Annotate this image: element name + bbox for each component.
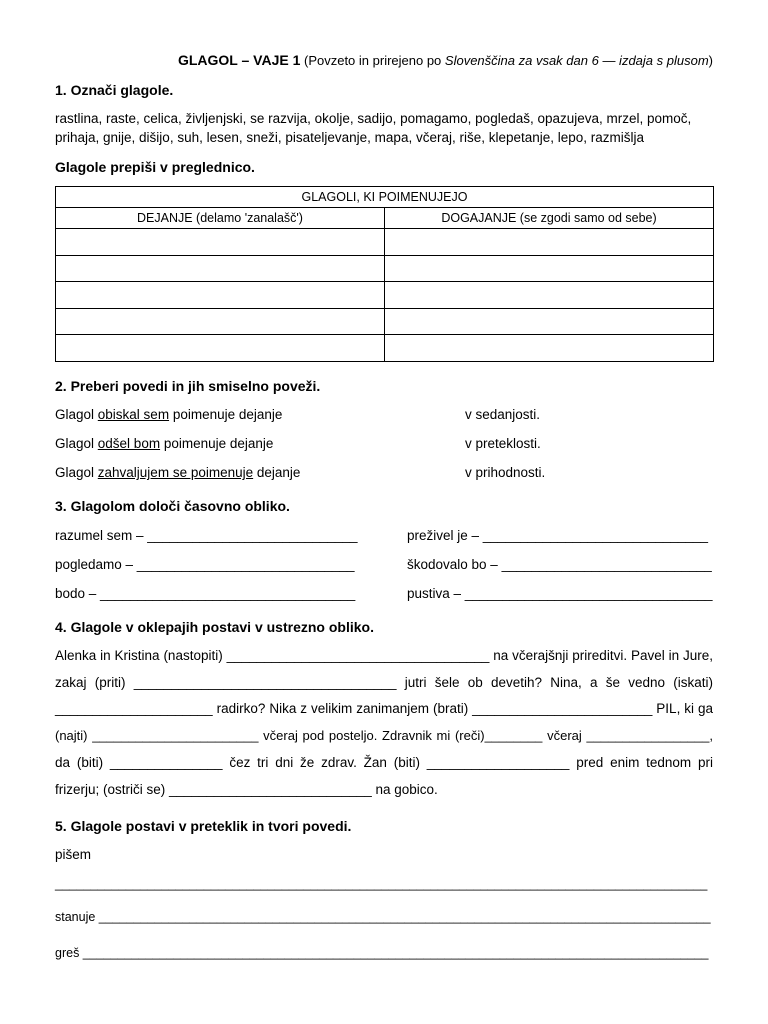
ex3-heading: 3. Glagolom določi časovno obliko. [55,498,290,514]
table-cell-dejanje[interactable] [56,255,385,282]
match-right: v preteklosti. [465,436,541,451]
title-bold: GLAGOL – VAJE 1 [177,52,301,68]
ex1-words-line-1: rastlina, raste, celica, življenjski, se razvija, okolje, sadijo, pomagamo, pogledaš, opazujeva, mrzel, pomoč, [55,111,692,126]
title-source-book: Slovenščina za vsak dan 6 — izdaja s plusom [444,53,709,68]
ex4-line: frizerju; (ostriči se) ___________________________ na gobico. [55,781,438,797]
column-header-dejanje: DEJANJE (delamo 'zanalašč') [56,208,385,229]
match-right: v sedanjosti. [465,407,541,422]
match-left [55,465,300,480]
table-row [56,282,714,309]
page-title [0,52,713,68]
verbs-table [55,186,714,362]
ex4-line: da (biti) _______________ čez tri dni že zdrav. Žan (biti) ___________________ pred enim tednom pri [55,754,713,770]
title-source-prefix: (Povzeto in prirejeno po [300,53,445,68]
match-verb: zahvaljujem se poimenuje [97,465,254,480]
title-source-suffix: ) [708,53,713,68]
tense-item-prezivel-je[interactable]: preživel je – ______________________________ [407,528,709,543]
match-verb: odšel bom [97,436,161,451]
match-verb: obiskal sem [97,407,170,422]
table-cell-dejanje[interactable] [56,308,385,335]
table-row [56,308,714,335]
ex1-table-heading: Glagole prepiši v preglednico. [55,159,255,175]
match-suffix: dejanje [253,465,301,480]
ex4-line: zakaj (priti) ___________________________________ jutri šele ob devetih? Nina, a še vedno (iskati) [55,674,713,690]
ex1-words-line-2: prihaja, gnije, dišijo, suh, lesen, sneži, pisateljevanje, mapa, včeraj, riše, klepetanje, lepo, razmišlja [55,130,645,145]
ex5-answer-line-pisem[interactable]: ____________________________________________________________________________________________ [55,876,708,891]
table-row [56,255,714,282]
table-cell-dejanje[interactable] [56,282,385,309]
ex4-paragraph[interactable] [55,643,713,803]
tense-item-razumel-sem[interactable]: razumel sem – ____________________________ [55,528,358,543]
table-cell-dogajanje[interactable] [385,335,714,362]
match-right: v prihodnosti. [465,465,546,480]
tense-item-pogledamo[interactable]: pogledamo – _____________________________ [55,557,355,572]
tense-item-bodo[interactable]: bodo – __________________________________ [55,586,356,601]
ex5-item-gres[interactable]: greš __________________________________________________________________________________________ [55,946,709,960]
ex5-heading: 5. Glagole postavi v preteklik in tvori povedi. [55,818,352,834]
table-cell-dogajanje[interactable] [385,229,714,256]
table-row [56,229,714,256]
ex4-line: (najti) _______________________ včeraj pod posteljo. Zdravnik mi (reči)________ včeraj _________________, [55,728,713,744]
ex1-heading: 1. Označi glagole. [55,82,174,98]
match-left [55,436,273,451]
ex5-item-pisem: pišem [55,847,92,862]
match-prefix: Glagol [55,436,98,451]
ex4-line: _____________________ radirko? Nika z velikim zanimanjem (brati) ________________________ PIL, ki ga [55,701,713,717]
table-cell-dogajanje[interactable] [385,282,714,309]
column-header-dogajanje: DOGAJANJE (se zgodi samo od sebe) [385,208,714,229]
table-cell-dogajanje[interactable] [385,308,714,335]
table-cell-dejanje[interactable] [56,335,385,362]
match-suffix: poimenuje dejanje [160,436,274,451]
table-cell-dogajanje[interactable] [385,255,714,282]
ex4-line: Alenka in Kristina (nastopiti) ___________________________________ na včerajšnji prireditvi. Pavel in Jure, [55,648,713,663]
table-row [56,335,714,362]
ex2-heading: 2. Preberi povedi in jih smiselno poveži. [55,378,321,394]
ex4-heading: 4. Glagole v oklepajih postavi v ustrezno obliko. [55,619,374,635]
match-prefix: Glagol [55,407,98,422]
ex5-item-stanuje[interactable]: stanuje ________________________________________________________________________________________ [55,910,711,924]
match-suffix: poimenuje dejanje [169,407,283,422]
match-left [55,407,282,422]
match-prefix: Glagol [55,465,98,480]
table-cell-dejanje[interactable] [56,229,385,256]
tense-item-skodovalo-bo[interactable]: škodovalo bo – ____________________________ [407,557,712,572]
tense-item-pustiva[interactable]: pustiva – _________________________________ [407,586,713,601]
table-title: GLAGOLI, KI POIMENUJEJO [56,187,714,208]
